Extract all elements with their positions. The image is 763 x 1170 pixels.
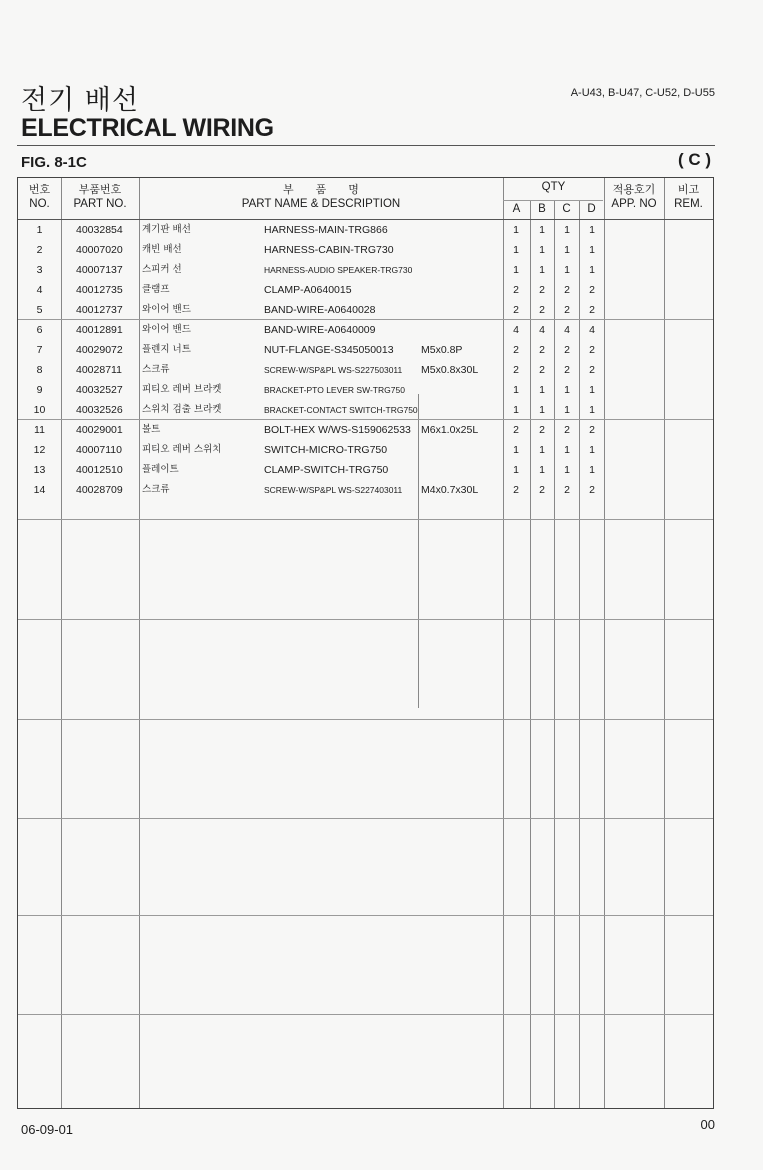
row-korean-name: 스피커 선 [142, 264, 182, 275]
row-qty-c: 2 [564, 424, 570, 436]
page-title: ELECTRICAL WIRING [21, 114, 274, 142]
row-qty-a: 2 [513, 284, 519, 296]
row-part-number: 40028711 [76, 364, 122, 376]
row-qty-b: 1 [539, 224, 545, 236]
row-number: 12 [33, 444, 46, 456]
row-qty-c: 1 [564, 244, 570, 256]
group-divider [18, 818, 713, 819]
header-remarks [664, 182, 713, 212]
row-description: BAND-WIRE-A0640028 [264, 304, 376, 316]
row-korean-name: 와이어 밴드 [142, 324, 191, 335]
parts-table [17, 177, 714, 1109]
row-number: 3 [36, 264, 43, 276]
column-divider [664, 178, 665, 1108]
row-part-number: 40029072 [76, 344, 123, 356]
row-qty-d: 1 [589, 224, 595, 236]
row-qty-b: 1 [539, 444, 545, 456]
row-part-number: 40032854 [76, 224, 123, 236]
row-part-number: 40028709 [76, 484, 123, 496]
row-part-number: 40007020 [76, 244, 123, 256]
row-qty-b: 2 [539, 424, 545, 436]
row-korean-name: 스크류 [142, 484, 170, 495]
header-qty-b: B [538, 203, 546, 215]
row-spec: M4x0.7x30L [421, 484, 479, 496]
row-description: HARNESS-CABIN-TRG730 [264, 244, 394, 256]
row-qty-c: 1 [564, 464, 570, 476]
header-name-en: PART NAME & DESCRIPTION [241, 198, 401, 210]
row-spec: M5x0.8x30L [421, 364, 479, 376]
group-divider [18, 1014, 713, 1015]
group-divider [18, 915, 713, 916]
row-qty-d: 2 [589, 364, 595, 376]
row-qty-c: 4 [564, 324, 570, 336]
column-divider [604, 178, 605, 1108]
row-korean-name: 피티오 레버 브라켓 [142, 384, 222, 395]
title-divider [17, 145, 715, 146]
row-part-number: 40007110 [76, 444, 122, 456]
row-qty-d: 2 [589, 424, 595, 436]
row-qty-b: 1 [539, 464, 545, 476]
row-part-number: 40012510 [76, 464, 123, 476]
column-divider [503, 178, 504, 1108]
spec-divider [418, 394, 419, 708]
row-korean-name: 볼트 [142, 424, 161, 435]
row-qty-d: 2 [589, 284, 595, 296]
header-app-en: APP. NO [611, 198, 657, 210]
row-qty-b: 1 [539, 384, 545, 396]
header-qty-a: A [512, 203, 521, 215]
row-description: BRACKET-PTO LEVER SW-TRG750 [264, 385, 405, 395]
row-qty-a: 2 [513, 304, 519, 316]
row-qty-c: 2 [564, 364, 570, 376]
row-korean-name: 캐빈 배선 [142, 244, 182, 255]
row-qty-a: 1 [513, 264, 519, 276]
group-divider [18, 619, 713, 620]
row-description: BRACKET-CONTACT SWITCH-TRG750 [264, 405, 418, 415]
row-qty-d: 4 [589, 324, 595, 336]
row-qty-a: 1 [513, 224, 519, 236]
row-qty-c: 2 [564, 344, 570, 356]
row-qty-a: 1 [513, 464, 519, 476]
qty-divider [554, 200, 555, 1108]
row-part-number: 40032527 [76, 384, 123, 396]
row-qty-c: 1 [564, 444, 570, 456]
row-number: 2 [36, 244, 43, 256]
row-description: HARNESS-MAIN-TRG866 [264, 224, 388, 236]
header-description [139, 182, 503, 212]
row-part-number: 40029001 [76, 424, 123, 436]
figure-number: FIG. 8-1C [21, 154, 87, 171]
row-number: 4 [36, 284, 43, 296]
header-name-kr: 부 품 명 [283, 183, 359, 196]
row-part-number: 40012737 [76, 304, 123, 316]
row-qty-b: 2 [539, 364, 545, 376]
header-rem-kr: 비고 [677, 183, 700, 196]
row-qty-a: 4 [513, 324, 519, 336]
row-qty-a: 1 [513, 404, 519, 416]
row-korean-name: 플렌지 너트 [142, 344, 191, 355]
column-divider [61, 178, 62, 1108]
row-description: BOLT-HEX W/WS-S159062533 [264, 424, 411, 436]
row-description: SCREW-W/SP&PL WS-S227503011 [264, 365, 403, 375]
row-part-number: 40012735 [76, 284, 123, 296]
row-qty-c: 1 [564, 384, 570, 396]
row-qty-a: 1 [513, 384, 519, 396]
header-part-en: PART NO. [73, 198, 127, 210]
row-description: HARNESS-AUDIO SPEAKER-TRG730 [264, 265, 413, 275]
row-number: 7 [36, 344, 43, 356]
row-korean-name: 클램프 [142, 284, 170, 295]
row-qty-d: 2 [589, 304, 595, 316]
row-qty-d: 1 [589, 264, 595, 276]
row-number: 6 [36, 324, 43, 336]
row-qty-d: 2 [589, 344, 595, 356]
page-title-korean: 전기 배선 [21, 85, 139, 116]
row-qty-b: 1 [539, 244, 545, 256]
row-qty-c: 1 [564, 224, 570, 236]
row-spec: M6x1.0x25L [421, 424, 479, 436]
row-part-number: 40012891 [76, 324, 123, 336]
header-qty-c: C [562, 203, 571, 215]
row-number: 13 [33, 464, 46, 476]
row-qty-d: 1 [589, 404, 595, 416]
row-description: SCREW-W/SP&PL WS-S227403011 [264, 485, 403, 495]
row-number: 14 [33, 484, 46, 496]
row-qty-a: 2 [513, 364, 519, 376]
row-qty-a: 2 [513, 424, 519, 436]
group-divider [18, 419, 713, 420]
header-bottom-line [18, 219, 713, 220]
group-divider [18, 519, 713, 520]
header-qty: QTY [541, 181, 566, 193]
row-number: 8 [36, 364, 43, 376]
row-qty-d: 1 [589, 464, 595, 476]
row-qty-d: 1 [589, 244, 595, 256]
row-number: 5 [36, 304, 43, 316]
row-korean-name: 스위치 검출 브라켓 [142, 404, 222, 415]
variant-label: ( C ) [677, 150, 711, 169]
row-qty-c: 2 [564, 284, 570, 296]
row-number: 1 [36, 224, 43, 236]
row-number: 10 [33, 404, 46, 416]
row-qty-a: 2 [513, 484, 519, 496]
row-qty-a: 1 [513, 244, 519, 256]
row-qty-b: 4 [539, 324, 545, 336]
row-qty-c: 2 [564, 304, 570, 316]
row-qty-b: 2 [539, 304, 545, 316]
header-part-no [61, 182, 139, 212]
row-number: 11 [34, 424, 45, 436]
row-korean-name: 계기판 배선 [142, 224, 191, 235]
row-korean-name: 플레이트 [142, 464, 179, 475]
row-description: CLAMP-A0640015 [264, 284, 352, 296]
header-part-kr: 부품번호 [78, 183, 122, 196]
row-qty-d: 1 [589, 384, 595, 396]
row-korean-name: 와이어 밴드 [142, 304, 191, 315]
header-no-en: NO. [29, 198, 50, 210]
header-rem-en: REM. [674, 198, 703, 210]
row-korean-name: 스크류 [142, 364, 170, 375]
row-qty-d: 2 [589, 484, 595, 496]
header-no-kr: 번호 [28, 183, 51, 196]
row-description: SWITCH-MICRO-TRG750 [264, 444, 388, 456]
row-korean-name: 피티오 레버 스위치 [142, 444, 222, 455]
row-qty-c: 1 [564, 404, 570, 416]
row-qty-b: 1 [539, 264, 545, 276]
row-part-number: 40007137 [76, 264, 123, 276]
header-app-no [604, 182, 664, 212]
group-divider [18, 719, 713, 720]
row-qty-b: 2 [539, 344, 545, 356]
row-spec: M5x0.8P [421, 344, 463, 356]
model-list: A-U43, B-U47, C-U52, D-U55 [570, 87, 715, 99]
row-qty-a: 1 [513, 444, 519, 456]
column-divider [139, 178, 140, 1108]
row-qty-d: 1 [589, 444, 595, 456]
qty-divider [579, 200, 580, 1108]
header-no [18, 182, 61, 212]
row-qty-b: 1 [539, 404, 545, 416]
group-divider [18, 319, 713, 320]
row-description: BAND-WIRE-A0640009 [264, 324, 376, 336]
qty-header-line [503, 200, 603, 201]
header-qty-d: D [587, 203, 596, 215]
page-number: 00 [700, 1117, 715, 1132]
row-number: 9 [36, 384, 43, 396]
header-app-kr: 적용호기 [612, 183, 656, 196]
row-qty-b: 2 [539, 284, 545, 296]
row-qty-c: 2 [564, 484, 570, 496]
row-part-number: 40032526 [76, 404, 123, 416]
row-description: NUT-FLANGE-S345050013 [264, 344, 394, 356]
row-qty-a: 2 [513, 344, 519, 356]
revision-date: 06-09-01 [21, 1122, 74, 1137]
row-qty-c: 1 [564, 264, 570, 276]
row-description: CLAMP-SWITCH-TRG750 [264, 464, 389, 476]
row-qty-b: 2 [539, 484, 545, 496]
